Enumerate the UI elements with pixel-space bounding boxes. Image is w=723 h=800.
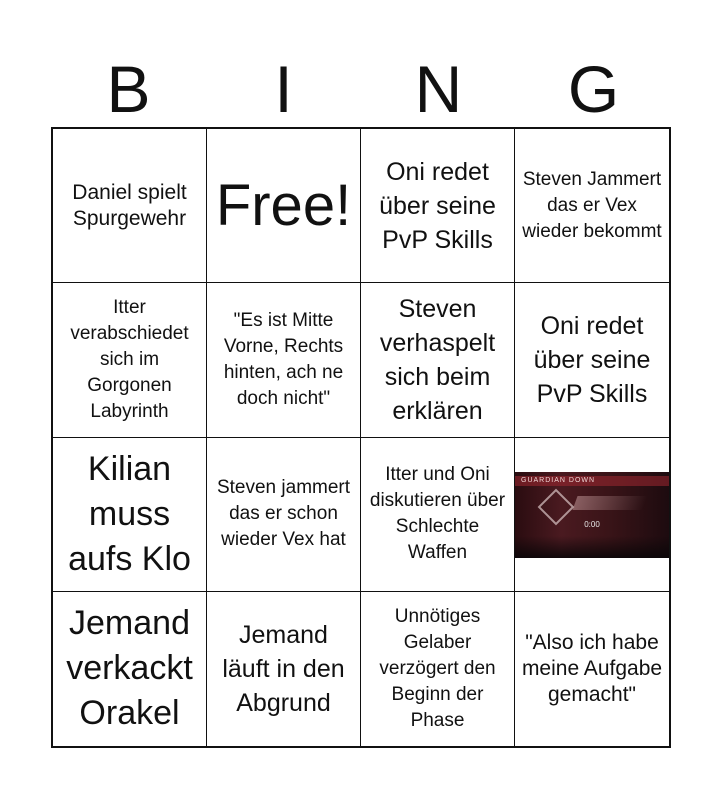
cell-text: Jemand läuft in den Abgrund — [222, 620, 345, 717]
bingo-cell[interactable] — [53, 438, 207, 592]
cell-text: Steven Jammert das er Vex wieder bekommt — [522, 168, 662, 242]
game-screenshot-icon — [515, 472, 669, 558]
bingo-cell[interactable] — [515, 283, 669, 437]
header-letter-i: I — [274, 52, 293, 126]
bingo-header — [51, 50, 671, 128]
screenshot-banner: GUARDIAN DOWN — [521, 476, 596, 484]
cell-text: "Also ich habe meine Aufgabe gemacht" — [521, 630, 663, 706]
light-streak — [572, 496, 647, 510]
bingo-cell[interactable] — [53, 283, 207, 437]
bingo-cell[interactable] — [361, 592, 515, 746]
cell-text: Oni redet über seine PvP Skills — [533, 311, 651, 408]
cell-text: "Es ist Mitte Vorne, Rechts hinten, ach ne doch nicht" — [223, 309, 344, 409]
header-letter-n: N — [414, 52, 463, 126]
cell-text: Steven jammert das er schon wieder Vex hat — [216, 477, 351, 551]
bingo-cell[interactable] — [207, 592, 361, 746]
bingo-cell[interactable] — [53, 129, 207, 283]
cell-text: Daniel spielt Spurgewehr — [72, 180, 187, 230]
bingo-cell[interactable] — [361, 283, 515, 437]
bingo-cell[interactable] — [207, 438, 361, 592]
image-cell[interactable] — [515, 438, 669, 592]
header-letter-b: B — [106, 52, 151, 126]
cell-text: Itter verabschiedet sich im Gorgonen Labyrinth — [70, 296, 189, 422]
bingo-cell[interactable] — [515, 129, 669, 283]
bingo-board — [51, 127, 671, 748]
cell-text: Jemand verkackt Orakel — [66, 604, 193, 733]
screenshot-timer: 0:00 — [584, 519, 600, 529]
bingo-cell[interactable] — [53, 592, 207, 746]
cell-text: Free! — [215, 172, 352, 238]
cell-text: Oni redet über seine PvP Skills — [379, 157, 496, 254]
bingo-cell[interactable] — [361, 129, 515, 283]
screenshot-floor — [515, 536, 669, 558]
bingo-cell[interactable] — [207, 283, 361, 437]
bingo-cell[interactable] — [361, 438, 515, 592]
cell-text: Itter und Oni diskutieren über Schlechte Waffen — [369, 464, 506, 564]
cell-text: Unnötiges Gelaber verzögert den Beginn der Phase — [379, 605, 496, 731]
free-cell[interactable] — [207, 129, 361, 283]
cell-text: Kilian muss aufs Klo — [68, 449, 191, 578]
cell-text: Steven verhaspelt sich beim erklären — [379, 294, 496, 425]
bingo-cell[interactable] — [515, 592, 669, 746]
header-letter-g: G — [567, 52, 620, 126]
